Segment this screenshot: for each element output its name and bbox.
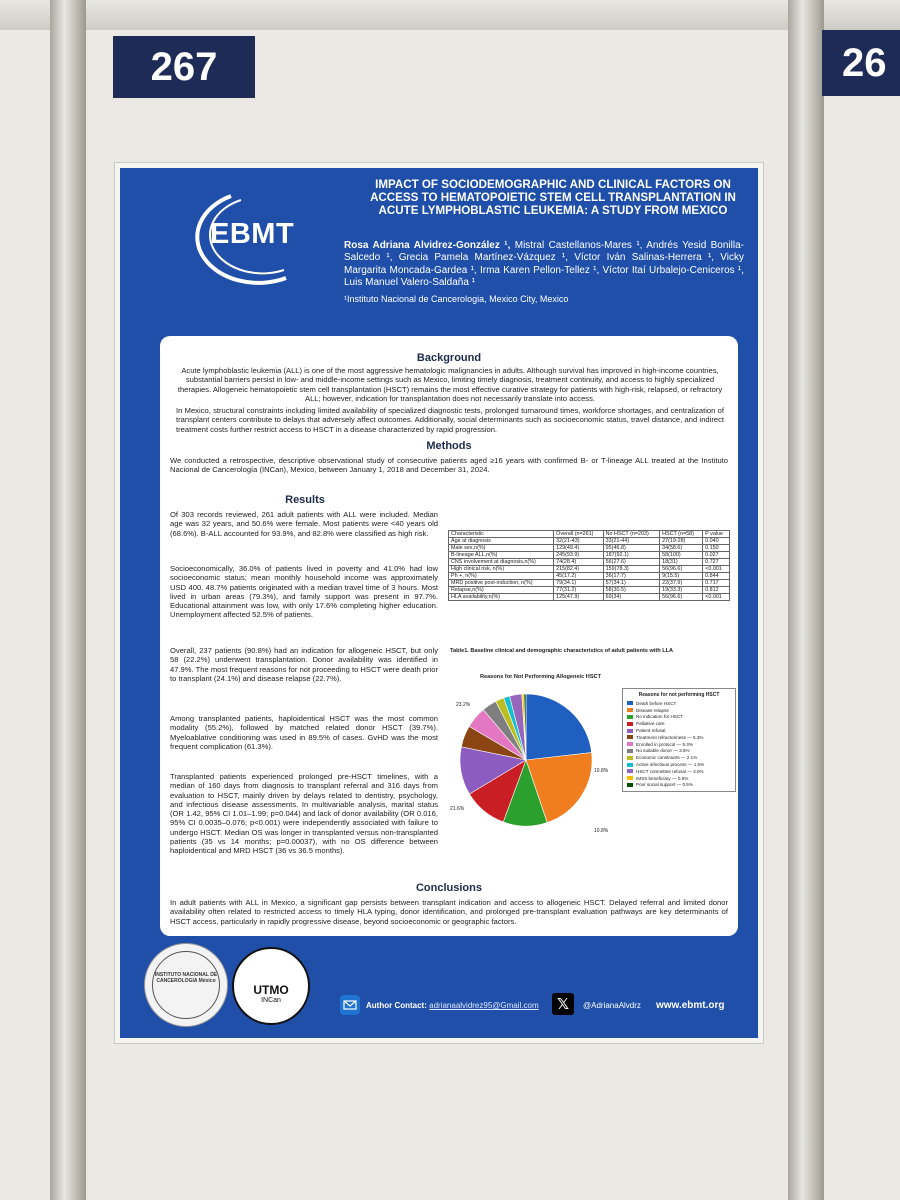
legend-label: Poor social support — 0.5%	[636, 782, 693, 788]
table-row	[449, 587, 730, 594]
contact-email-link[interactable]: adrianaalvidrez95@Gmail.com	[429, 1001, 539, 1010]
table-cell: 34(58.6)	[660, 545, 703, 552]
table-cell: Ph +, n(%)	[449, 573, 554, 580]
table-row	[449, 580, 730, 587]
legend-label: HSCT committee refusal — 3.0%	[636, 768, 704, 774]
table-cell: 245(93.9)	[554, 552, 604, 559]
table-cell: 18(31)	[660, 559, 703, 566]
legend-swatch	[627, 735, 633, 739]
author-list	[344, 240, 744, 290]
co-authors: Mistral Castellanos-Mares ¹, Andrés Yesid Bonilla-Salcedo ¹, Grecia Pamela Martínez-Vázquez ¹, Víctor Iván Salinas-Herrera ¹, Vicky Margarita Moncada-Gardea ¹, Irma Karen Pellon-Tellez ¹, Víctor Itaí Urbalejo-Ceniceros ¹, Luis Manuel Valero-Saldaña ¹	[344, 240, 744, 289]
utmo-logo	[232, 947, 310, 1025]
legend-label: Treatment refractoriness — 5.3%	[636, 734, 704, 740]
legend-label: Palliative care	[636, 721, 665, 727]
table-row	[449, 594, 730, 601]
legend-item	[627, 768, 731, 775]
legend-label: No indication for HSCT	[636, 714, 683, 720]
pie-legend	[622, 688, 736, 792]
table-cell: 58(100)	[660, 552, 703, 559]
legend-item	[627, 754, 731, 761]
poster-content-card	[160, 336, 738, 936]
background-paragraph-2: In Mexico, structural constraints including limited availability of specialized diagnostic tests, prolonged turnaround times, workforce shortages, and centralization of transplant centers contribute to delays that adversely affect outcomes. Additionally, social determinants such as socioeconomic status, travel distance, and indirect treatment costs further restrict access to HSCT in a disease characterized by rapid progression.	[176, 406, 724, 434]
baseline-characteristics-table	[448, 530, 730, 601]
legend-swatch	[627, 701, 633, 705]
methods-heading: Methods	[426, 440, 472, 452]
results-heading: Results	[285, 494, 325, 506]
reasons-pie-chart	[456, 690, 596, 830]
table-cell: 56(27.6)	[603, 559, 659, 566]
legend-label: IMSS beneficiary — 0.5%	[636, 775, 689, 781]
x-logo-icon: 𝕏	[552, 993, 574, 1015]
poster-footer	[120, 943, 758, 1038]
ebmt-logo-text: EBMT	[210, 218, 295, 250]
poster-title: IMPACT OF SOCIODEMOGRAPHIC AND CLINICAL FACTORS ON ACCESS TO HEMATOPOIETIC STEM CELL TRANSPLANTATION IN ACUTE LYMPHOBLASTIC LEUKEMIA: A STUDY FROM MEXICO	[370, 178, 736, 217]
legend-item	[627, 707, 731, 714]
conclusions-heading: Conclusions	[415, 882, 482, 894]
table-row	[449, 538, 730, 545]
poster-blue-panel	[120, 168, 758, 1038]
table-cell: Relapse,n(%)	[449, 587, 554, 594]
legend-item	[627, 734, 731, 741]
table-cell: 215(82.4)	[554, 566, 604, 573]
table-cell: 9(15.5)	[660, 573, 703, 580]
table-row	[449, 559, 730, 566]
table-cell: 0.150	[703, 545, 730, 552]
legend-label: Patient refusal	[636, 728, 666, 734]
table-cell: 0.040	[703, 538, 730, 545]
legend-swatch	[627, 749, 633, 753]
table-cell: HLA availability,n(%)	[449, 594, 554, 601]
table-cell: 125(47.9)	[554, 594, 604, 601]
table-cell: 56(96.6)	[660, 566, 703, 573]
table-cell: 129(49.4)	[554, 545, 604, 552]
affiliation: ¹Instituto Nacional de Cancerologia, Mexico City, Mexico	[344, 294, 569, 304]
legend-swatch	[627, 769, 633, 773]
table-cell: <0.001	[703, 566, 730, 573]
conclusions-paragraph: In adult patients with ALL in Mexico, a significant gap persists between transplant indication and access to allogeneic HSCT. Delayed referral and limited donor availability often related to restricted access to timely HLA typing, donor identification, and prolonged pre-transplant evaluation pathways are key determinants of HSCT access, particularly in rapidly progressive disease, beyond socioeconomic or geographic factors.	[170, 898, 728, 926]
legend-item	[627, 720, 731, 727]
legend-swatch	[627, 742, 633, 746]
left-pole	[50, 0, 86, 1200]
poster	[115, 163, 763, 1043]
table-header-cell: No HSCT (n=203)	[603, 531, 659, 538]
pie-slice	[526, 694, 592, 760]
board-top-rail	[0, 0, 900, 32]
legend-item	[627, 700, 731, 707]
legend-swatch	[627, 715, 633, 719]
table-caption: Table1. Baseline clinical and demographic characteristics of adult patients with LLA	[450, 648, 674, 654]
utmo-logo-text: UTMO	[253, 983, 289, 997]
contact-label: Author Contact:	[366, 1001, 427, 1010]
table-cell: CNS involvement at diagnosis,n(%)	[449, 559, 554, 566]
table-row	[449, 573, 730, 580]
table-cell: 74(28.4)	[554, 559, 604, 566]
table-cell: 58(30.5)	[603, 587, 659, 594]
table-cell: 187(92.1)	[603, 552, 659, 559]
legend-item	[627, 727, 731, 734]
legend-swatch	[627, 756, 633, 760]
legend-label: Enrolled in protocol — 5.3%	[636, 741, 693, 747]
table-cell: Male sex,n(%)	[449, 545, 554, 552]
right-pole	[788, 0, 824, 1200]
pie-label-palliative: 10.8%	[594, 828, 609, 834]
seal-ring	[152, 951, 220, 1019]
legend-swatch	[627, 783, 633, 787]
table-cell: 95(46.8)	[603, 545, 659, 552]
table-cell: 0.844	[703, 573, 730, 580]
table-cell: 159(78.3)	[603, 566, 659, 573]
pie-label-no-indication: 10.8%	[594, 768, 609, 774]
table-cell: 77(31.2)	[554, 587, 604, 594]
legend-swatch	[627, 776, 633, 780]
results-paragraph-2: Socioeconomically, 36.0% of patients lived in poverty and 41.0% had low socioeconomic status; mean monthly household income was approximately USD 400. 48.7% patients originated with a median travel time of 3 hours. Most lived in urban areas (79.3%), and family support was present in 97.7%. Educational attainment was low, with only 17.6% completing higher education. Unemployment affected 52.5% of patients.	[170, 564, 438, 620]
seal-text: INSTITUTO NACIONAL DE CANCEROLOGIA México	[154, 972, 218, 984]
table-row	[449, 552, 730, 559]
adjacent-board-number-label: 26	[822, 30, 900, 96]
results-paragraph-4: Among transplanted patients, haploidentical HSCT was the most common modality (55.2%), followed by matched related donor HSCT (39.7%). Myeloablative conditioning was used in 89.5% of cases. GvHD was the most frequent complication (61.3%).	[170, 714, 438, 751]
methods-paragraph: We conducted a retrospective, descriptive observational study of consecutive patients aged ≥16 years with confirmed B- or T-lineage ALL treated at the Instituto Nacional de Cancerología (INCan), Mexico, between January 1, 2018 and December 31, 2024.	[170, 456, 728, 475]
legend-item	[627, 748, 731, 755]
legend-item	[627, 761, 731, 768]
table-cell: 22(37.9)	[660, 580, 703, 587]
table-cell: 57(34.1)	[603, 580, 659, 587]
legend-label: Death before HSCT	[636, 700, 677, 706]
table-header-row	[449, 531, 730, 538]
x-handle: @AdrianaAlvdrz	[583, 1001, 641, 1010]
legend-label: Disease relapse	[636, 707, 669, 713]
legend-swatch	[627, 763, 633, 767]
pie-label-death: 23.2%	[456, 702, 471, 708]
legend-title: Reasons for not performing HSCT	[638, 692, 720, 698]
table-cell: 32(21-43)	[554, 538, 604, 545]
legend-item	[627, 714, 731, 721]
left-board-panel	[0, 30, 50, 1200]
table-cell: 79(34.1)	[554, 580, 604, 587]
table-cell: High clinical risk, n(%)	[449, 566, 554, 573]
table-cell: 0.812	[703, 587, 730, 594]
table-cell: 0.727	[703, 559, 730, 566]
table-cell: Age at diagnosis	[449, 538, 554, 545]
table-cell: 0.717	[703, 580, 730, 587]
table-cell: 69(34)	[603, 594, 659, 601]
pie-label-relapse: 21.6%	[450, 806, 465, 812]
table-cell: 27(19-28)	[660, 538, 703, 545]
legend-swatch	[627, 729, 633, 733]
legend-label: Active infectious process — 1.5%	[636, 762, 705, 768]
table-cell: 0.027	[703, 552, 730, 559]
results-paragraph-1: Of 303 records reviewed, 261 adult patients with ALL were included. Median age was 32 years, and 50.6% were female. Most patients were <40 years old (68.6%). B-ALL accounted for 93.9%, and 82.8% were classified as high risk.	[170, 510, 438, 538]
table-cell: 45(17.2)	[554, 573, 604, 580]
background-paragraph-1: Acute lymphoblastic leukemia (ALL) is one of the most aggressive hematologic malignancies in adults. Although survival has improved in high-income countries, substantial barriers persist in low- and middle-income settings such as Mexico, limiting timely diagnosis, treatment continuity, and access to highly specialized therapies. Allogeneic hematopoietic stem cell transplantation (HSCT) remains the most effective curative strategy for patients with high-risk, relapsed, or refractory ALL; however, indication for transplantation does not necessarily translate into access.	[177, 366, 723, 403]
legend-swatch	[627, 722, 633, 726]
table-cell: 56(96.6)	[660, 594, 703, 601]
first-author: Rosa Adriana Alvidrez-González ¹,	[344, 240, 511, 251]
legend-item	[627, 782, 731, 789]
incan-seal-logo	[144, 943, 228, 1027]
mail-icon	[340, 995, 360, 1015]
table-row	[449, 566, 730, 573]
legend-item	[627, 741, 731, 748]
legend-label: Economic constraints — 2.1%	[636, 755, 698, 761]
legend-label: No suitable donor — 3.6%	[636, 748, 690, 754]
right-board-panel	[824, 30, 900, 1200]
board-number-label: 267	[113, 36, 255, 98]
utmo-logo-subtext: INCan	[261, 997, 281, 1004]
table-header-cell: HSCT (n=58)	[660, 531, 703, 538]
table-cell: 19(33.3)	[660, 587, 703, 594]
table-cell: 33(21-44)	[603, 538, 659, 545]
pie-chart-title: Reasons for Not Performing Allogeneic HSCT	[480, 674, 602, 680]
results-paragraph-5: Transplanted patients experienced prolonged pre-HSCT timelines, with a median of 160 days from diagnosis to transplant referral and 316 days from evaluation to HSCT, mainly driven by delays related to dentistry, psychology, and infectious disease assessments. In multivariable analysis, marital status (OR 1.42, 95% CI 1.01–1.99; p=0.044) and lack of donor availability (OR 0.016, 95% CI 0.0035–0.076; p<0.001) were independently associated with failure to undergo HSCT. Median OS was longer in transplanted versus non-transplanted patients (35 vs 14 months; p=0.00037), with no OS difference between haploidentical and MRD HSCT (36 vs 36.5 months).	[170, 772, 438, 856]
table-cell: B-lineage ALL,n(%)	[449, 552, 554, 559]
legend-swatch	[627, 708, 633, 712]
results-paragraph-3: Overall, 237 patients (90.8%) had an indication for allogeneic HSCT, but only 58 (22.2%) underwent transplantation. Donor availability was identified in 47.9%. The most frequent reasons for not proceeding to HSCT were death prior to transplant (24.1%) and disease relapse (22.7%).	[170, 646, 438, 683]
table-header-cell: Overall (n=261)	[554, 531, 604, 538]
table-cell: <0.001	[703, 594, 730, 601]
table-cell: 36(17.7)	[603, 573, 659, 580]
legend-item	[627, 775, 731, 782]
table-header-cell: Characteristic	[449, 531, 554, 538]
website-link[interactable]: www.ebmt.org	[656, 1000, 725, 1011]
table-header-cell: P value	[703, 531, 730, 538]
background-heading: Background	[416, 352, 482, 364]
author-contact	[366, 1001, 539, 1010]
table-cell: MRD positive post-induction, n(%)	[449, 580, 554, 587]
table-row	[449, 545, 730, 552]
